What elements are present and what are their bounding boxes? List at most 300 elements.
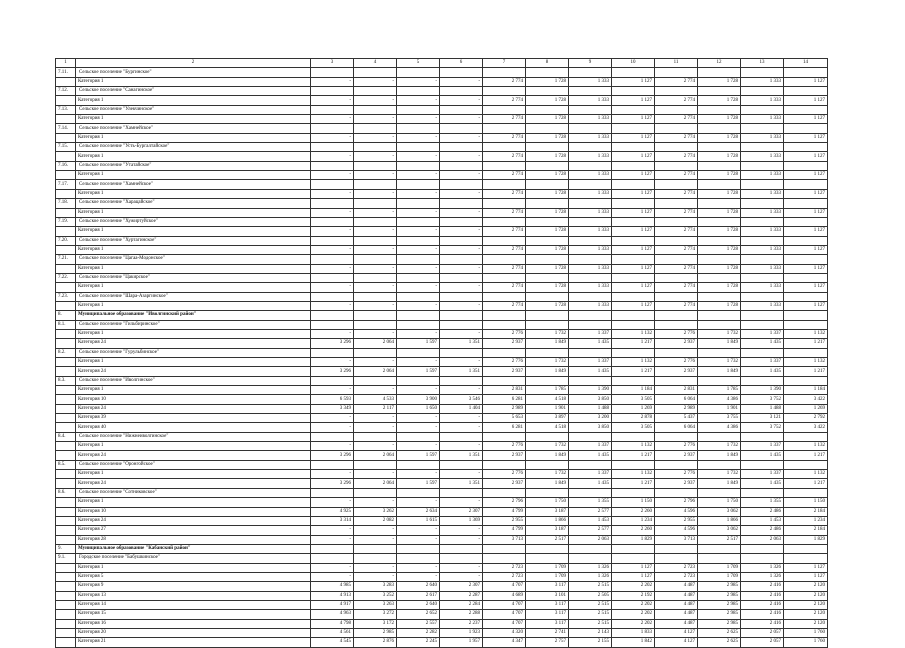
value-cell: -	[311, 227, 354, 236]
value-cell: 2 625	[698, 638, 741, 647]
value-cell: 4 985	[311, 582, 354, 591]
value-cell	[698, 311, 741, 320]
value-cell: 2 120	[784, 600, 828, 609]
table-row	[56, 152, 828, 161]
value-cell	[354, 105, 397, 114]
value-cell: 2 937	[483, 367, 526, 376]
value-cell: 1 597	[397, 339, 440, 348]
row-number-cell: 7.23.	[56, 292, 76, 301]
value-cell: 2 774	[655, 96, 698, 105]
row-label-cell: Категория 24	[76, 479, 311, 488]
value-cell: 2 774	[655, 77, 698, 86]
row-number-cell	[56, 208, 76, 217]
value-cell	[784, 292, 828, 301]
table-row	[56, 572, 828, 581]
value-cell	[440, 161, 483, 170]
value-cell: 2 064	[354, 451, 397, 460]
value-cell: 1 127	[784, 115, 828, 124]
value-cell: -	[354, 245, 397, 254]
value-cell: 1 351	[440, 479, 483, 488]
value-cell	[698, 488, 741, 497]
value-cell	[311, 273, 354, 282]
value-cell: 2 774	[483, 77, 526, 86]
value-cell: 1 333	[569, 133, 612, 142]
value-cell: 2 557	[397, 619, 440, 628]
row-number-cell	[56, 451, 76, 460]
row-label-cell: Категория 10	[76, 507, 311, 516]
value-cell: 1 337	[569, 442, 612, 451]
value-cell: 3 121	[741, 414, 784, 423]
value-cell: 2 202	[612, 610, 655, 619]
value-cell: 1 709	[526, 563, 569, 572]
value-cell	[698, 544, 741, 553]
value-cell: 6 064	[655, 395, 698, 404]
value-cell: 2 831	[483, 386, 526, 395]
subsection-row	[56, 460, 828, 469]
value-cell	[698, 105, 741, 114]
table-row	[56, 479, 828, 488]
column-number-row	[56, 59, 828, 68]
row-label-cell: Категория 1	[76, 208, 311, 217]
value-cell: 3 349	[311, 404, 354, 413]
value-cell	[354, 348, 397, 357]
value-cell	[483, 87, 526, 96]
value-cell: 2 937	[483, 451, 526, 460]
value-cell: 1 728	[526, 264, 569, 273]
column-number-cell: 12	[698, 59, 741, 68]
value-cell: 2 985	[354, 628, 397, 637]
value-cell: -	[440, 470, 483, 479]
row-label-cell: Категория 24	[76, 367, 311, 376]
value-cell: -	[311, 442, 354, 451]
value-cell	[612, 236, 655, 245]
value-cell: -	[397, 189, 440, 198]
value-cell: -	[354, 77, 397, 86]
value-cell: 4 487	[655, 610, 698, 619]
value-cell: 2 307	[440, 507, 483, 516]
row-label-cell: Категория 1	[76, 133, 311, 142]
subsection-row	[56, 554, 828, 563]
value-cell	[397, 236, 440, 245]
value-cell	[569, 124, 612, 133]
value-cell: 1 351	[440, 451, 483, 460]
value-cell: 1 127	[784, 208, 828, 217]
value-cell: 4 596	[655, 507, 698, 516]
tariff-table	[55, 58, 828, 648]
value-cell	[311, 161, 354, 170]
value-cell: 1 132	[784, 470, 828, 479]
value-cell: 1 750	[526, 498, 569, 507]
row-label-cell: Категория 1	[76, 563, 311, 572]
value-cell: -	[440, 189, 483, 198]
value-cell	[698, 143, 741, 152]
value-cell: 2 416	[741, 591, 784, 600]
value-cell	[784, 105, 828, 114]
value-cell: 2 985	[698, 619, 741, 628]
value-cell	[655, 544, 698, 553]
value-cell	[612, 460, 655, 469]
value-cell	[612, 124, 655, 133]
value-cell: -	[397, 535, 440, 544]
row-label-cell: Сельское поселение "Улекчинское"	[76, 105, 311, 114]
value-cell: 2 307	[440, 582, 483, 591]
value-cell: -	[440, 133, 483, 142]
value-cell	[698, 68, 741, 77]
value-cell: 3 713	[655, 535, 698, 544]
value-cell	[741, 292, 784, 301]
table-row	[56, 638, 828, 647]
column-number-cell: 4	[354, 59, 397, 68]
value-cell: -	[440, 283, 483, 292]
value-cell	[612, 217, 655, 226]
value-cell: 4 518	[526, 395, 569, 404]
value-cell: -	[311, 563, 354, 572]
row-label-cell: Категория 10	[76, 395, 311, 404]
value-cell: 1 728	[698, 283, 741, 292]
table-row	[56, 442, 828, 451]
value-cell	[784, 273, 828, 282]
value-cell: 1 923	[440, 628, 483, 637]
value-cell	[397, 432, 440, 441]
value-cell	[612, 180, 655, 189]
row-label-cell: Сельское поселение "Хуртагинское"	[76, 236, 311, 245]
value-cell: 4 798	[311, 619, 354, 628]
value-cell	[612, 255, 655, 264]
value-cell: 1 728	[698, 208, 741, 217]
row-number-cell: 7.13.	[56, 105, 76, 114]
value-cell: 1 132	[612, 329, 655, 338]
value-cell	[784, 68, 828, 77]
value-cell	[569, 554, 612, 563]
value-cell	[784, 488, 828, 497]
table-row	[56, 227, 828, 236]
value-cell	[698, 161, 741, 170]
value-cell	[784, 161, 828, 170]
value-cell: 2 288	[440, 610, 483, 619]
value-cell: -	[354, 414, 397, 423]
row-number-cell: 7.19.	[56, 217, 76, 226]
value-cell: -	[311, 115, 354, 124]
row-label-cell: Категория 9	[76, 582, 311, 591]
value-cell: 2 640	[397, 600, 440, 609]
row-label-cell: Категория 39	[76, 414, 311, 423]
value-cell: 4 518	[526, 423, 569, 432]
value-cell: 2 776	[483, 470, 526, 479]
value-cell: -	[397, 227, 440, 236]
row-number-cell	[56, 77, 76, 86]
row-number-cell: 9.1.	[56, 554, 76, 563]
table-row	[56, 582, 828, 591]
value-cell: -	[354, 442, 397, 451]
table-row	[56, 283, 828, 292]
value-cell	[483, 236, 526, 245]
value-cell: -	[397, 414, 440, 423]
value-cell	[311, 180, 354, 189]
table-row	[56, 507, 828, 516]
value-cell	[483, 180, 526, 189]
value-cell: 2 120	[784, 610, 828, 619]
row-label-cell: Категория 1	[76, 358, 311, 367]
table-row	[56, 470, 828, 479]
value-cell	[483, 143, 526, 152]
value-cell: 2 192	[612, 591, 655, 600]
row-label-cell: Сельское поселение "Хужиртуйское"	[76, 217, 311, 226]
value-cell: 3 296	[311, 479, 354, 488]
row-label-cell: Категория 15	[76, 610, 311, 619]
row-label-cell: Сельское поселение "Гурульбинское"	[76, 348, 311, 357]
value-cell: 2 774	[483, 96, 526, 105]
value-cell: -	[397, 498, 440, 507]
value-cell: 1 728	[526, 189, 569, 198]
value-cell: -	[311, 358, 354, 367]
table-row	[56, 516, 828, 525]
value-cell	[741, 87, 784, 96]
value-cell: 3 117	[526, 610, 569, 619]
row-number-cell: 8.4.	[56, 432, 76, 441]
value-cell: 1 597	[397, 451, 440, 460]
value-cell: 1 453	[569, 516, 612, 525]
value-cell: 1 435	[569, 367, 612, 376]
row-number-cell	[56, 628, 76, 637]
row-label-cell: Категория 1	[76, 152, 311, 161]
row-label-cell: Сельское поселение "Харацайское"	[76, 199, 311, 208]
subsection-row	[56, 161, 828, 170]
value-cell: 1 785	[698, 386, 741, 395]
table-row	[56, 245, 828, 254]
value-cell: 5 653	[483, 414, 526, 423]
value-cell	[741, 544, 784, 553]
row-label-cell: Категория 1	[76, 442, 311, 451]
value-cell: 1 901	[698, 404, 741, 413]
value-cell: 1 849	[698, 367, 741, 376]
row-label-cell: Категория 21	[76, 638, 311, 647]
value-cell: 1 615	[397, 516, 440, 525]
value-cell	[526, 236, 569, 245]
value-cell	[612, 292, 655, 301]
value-cell: -	[440, 498, 483, 507]
value-cell: 1 333	[569, 171, 612, 180]
row-label-cell: Категория 1	[76, 498, 311, 507]
value-cell: 2 774	[483, 171, 526, 180]
value-cell	[440, 376, 483, 385]
value-cell	[526, 87, 569, 96]
value-cell	[569, 87, 612, 96]
value-cell	[698, 460, 741, 469]
value-cell	[569, 255, 612, 264]
value-cell: 4 707	[483, 619, 526, 628]
value-cell: 1 127	[612, 77, 655, 86]
value-cell: 2 831	[655, 386, 698, 395]
row-label-cell: Категория 27	[76, 526, 311, 535]
value-cell	[397, 348, 440, 357]
value-cell: -	[440, 171, 483, 180]
value-cell	[655, 376, 698, 385]
value-cell: 1 732	[698, 358, 741, 367]
value-cell	[311, 292, 354, 301]
value-cell: 1 728	[526, 96, 569, 105]
value-cell: 6 281	[483, 423, 526, 432]
value-cell: 1 728	[526, 133, 569, 142]
value-cell: 1 333	[741, 96, 784, 105]
value-cell	[698, 124, 741, 133]
value-cell	[483, 161, 526, 170]
value-cell: 2 282	[397, 628, 440, 637]
value-cell: -	[397, 526, 440, 535]
value-cell: 2 625	[698, 628, 741, 637]
value-cell: 1 234	[784, 516, 828, 525]
value-cell: 1 732	[698, 329, 741, 338]
row-number-cell: 7.18.	[56, 199, 76, 208]
row-number-cell: 7.14.	[56, 124, 76, 133]
subsection-row	[56, 255, 828, 264]
value-cell: 3 296	[311, 339, 354, 348]
value-cell	[569, 161, 612, 170]
value-cell	[483, 105, 526, 114]
value-cell: 4 487	[655, 591, 698, 600]
value-cell: -	[397, 358, 440, 367]
value-cell: 1 435	[569, 479, 612, 488]
value-cell: 4 799	[483, 507, 526, 516]
value-cell: -	[440, 115, 483, 124]
row-label-cell: Категория 1	[76, 96, 311, 105]
value-cell: 1 132	[784, 358, 828, 367]
value-cell: 2 774	[483, 227, 526, 236]
column-number-cell: 1	[56, 59, 76, 68]
value-cell	[741, 320, 784, 329]
value-cell	[612, 348, 655, 357]
value-cell: 1 728	[698, 264, 741, 273]
value-cell: 4 707	[483, 582, 526, 591]
value-cell: 2 937	[483, 479, 526, 488]
value-cell: 2 741	[526, 628, 569, 637]
value-cell: 2 577	[569, 526, 612, 535]
value-cell: -	[354, 133, 397, 142]
value-cell	[741, 255, 784, 264]
value-cell	[354, 273, 397, 282]
row-number-cell	[56, 283, 76, 292]
value-cell: 1 728	[526, 208, 569, 217]
row-label-cell: Категория 13	[76, 591, 311, 600]
value-cell: 1 333	[741, 77, 784, 86]
subsection-row	[56, 124, 828, 133]
table-row	[56, 386, 828, 395]
value-cell: 1 337	[569, 470, 612, 479]
value-cell: 1 957	[440, 638, 483, 647]
value-cell	[311, 488, 354, 497]
value-cell	[612, 161, 655, 170]
value-cell	[311, 217, 354, 226]
value-cell: 1 127	[612, 208, 655, 217]
value-cell	[526, 554, 569, 563]
row-number-cell	[56, 470, 76, 479]
value-cell: 1 597	[397, 479, 440, 488]
row-label-cell: Сельское поселение "Цакирское"	[76, 273, 311, 282]
value-cell: -	[311, 245, 354, 254]
value-cell: -	[354, 423, 397, 432]
row-number-cell	[56, 367, 76, 376]
value-cell: 1 842	[612, 638, 655, 647]
value-cell	[440, 554, 483, 563]
column-number-cell: 11	[655, 59, 698, 68]
value-cell: -	[397, 77, 440, 86]
value-cell	[569, 143, 612, 152]
value-cell: 1 488	[741, 404, 784, 413]
value-cell	[354, 217, 397, 226]
value-cell: 1 132	[612, 470, 655, 479]
row-label-cell: Сельское поселение "Сотниковское"	[76, 488, 311, 497]
value-cell	[784, 217, 828, 226]
value-cell: 3 850	[569, 395, 612, 404]
value-cell	[569, 376, 612, 385]
value-cell	[397, 180, 440, 189]
value-cell: 3 272	[354, 610, 397, 619]
value-cell: -	[440, 526, 483, 535]
value-cell: 2 792	[784, 414, 828, 423]
row-label-cell: Категория 1	[76, 264, 311, 273]
value-cell: 1 127	[784, 301, 828, 310]
value-cell: 1 333	[741, 301, 784, 310]
row-number-cell	[56, 339, 76, 348]
value-cell	[612, 143, 655, 152]
value-cell: 2 774	[483, 208, 526, 217]
row-number-cell: 7.15.	[56, 143, 76, 152]
value-cell: 2 723	[483, 563, 526, 572]
value-cell: 1 333	[741, 133, 784, 142]
value-cell: 2 723	[655, 563, 698, 572]
value-cell	[483, 124, 526, 133]
value-cell: -	[311, 77, 354, 86]
value-cell	[698, 554, 741, 563]
value-cell	[440, 124, 483, 133]
value-cell	[741, 432, 784, 441]
value-cell: 1 132	[612, 358, 655, 367]
value-cell: -	[311, 189, 354, 198]
value-cell	[569, 199, 612, 208]
value-cell: 1 333	[741, 245, 784, 254]
value-cell: 2 505	[569, 591, 612, 600]
value-cell: -	[354, 358, 397, 367]
value-cell: 1 127	[784, 264, 828, 273]
value-cell	[483, 320, 526, 329]
value-cell: 6 064	[655, 423, 698, 432]
value-cell: 4 533	[354, 395, 397, 404]
table-row	[56, 628, 828, 637]
row-label-cell: Категория 24	[76, 404, 311, 413]
value-cell: 1 732	[526, 442, 569, 451]
value-cell: 1 333	[741, 152, 784, 161]
value-cell: 2 723	[483, 572, 526, 581]
value-cell	[526, 311, 569, 320]
value-cell: 1 132	[784, 329, 828, 338]
value-cell: 1 333	[741, 171, 784, 180]
value-cell: 1 269	[612, 404, 655, 413]
value-cell: 2 776	[483, 329, 526, 338]
row-number-cell	[56, 395, 76, 404]
value-cell: 1 849	[526, 479, 569, 488]
value-cell	[440, 544, 483, 553]
value-cell: -	[440, 358, 483, 367]
value-cell: 3 187	[526, 526, 569, 535]
value-cell	[311, 236, 354, 245]
row-number-cell	[56, 301, 76, 310]
value-cell: 1 127	[612, 264, 655, 273]
value-cell	[397, 273, 440, 282]
value-cell: -	[397, 264, 440, 273]
row-number-cell: 9.	[56, 544, 76, 553]
value-cell	[397, 554, 440, 563]
row-number-cell	[56, 610, 76, 619]
value-cell	[784, 348, 828, 357]
